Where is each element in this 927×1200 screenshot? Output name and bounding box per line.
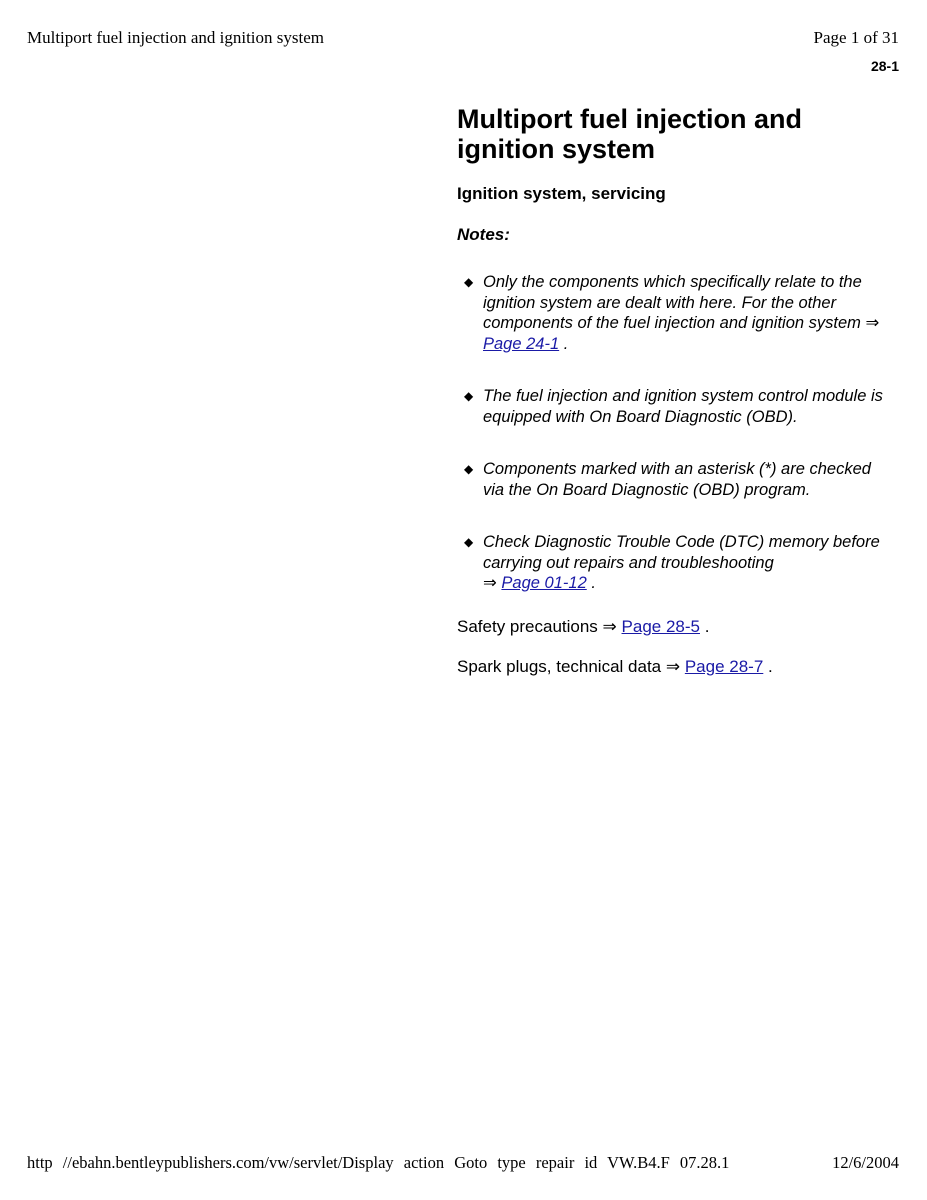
note-text: Components marked with an asterisk (*) are checked via the On Board Diagnostic (OBD) program. <box>483 460 871 499</box>
list-item <box>457 459 887 500</box>
safety-text: Safety precautions <box>457 616 598 636</box>
diamond-bullet-icon: ◆ <box>464 275 474 289</box>
spark-end: . <box>768 656 773 676</box>
section-code: 28-1 <box>870 58 899 74</box>
notes-label: Notes: <box>457 225 510 244</box>
note-text: The fuel injection and ignition system control module is equipped with On Board Diagnostic (OBD). <box>483 387 883 426</box>
safety-end: . <box>704 616 710 636</box>
list-item <box>457 386 887 427</box>
safety-precautions-line <box>457 616 887 638</box>
link-page-28-5[interactable]: Page 28-5 <box>621 616 700 636</box>
section-subtitle: Ignition system, servicing <box>457 184 666 203</box>
right-double-arrow-icon: ⇒ <box>865 314 880 332</box>
footer-date: 12/6/2004 <box>832 1153 899 1172</box>
notes-list <box>457 272 887 594</box>
header-page-number: Page 1 of 31 <box>813 28 899 47</box>
right-double-arrow-icon: ⇒ <box>483 574 497 592</box>
list-item <box>457 272 887 354</box>
link-page-24-1[interactable]: Page 24-1 <box>483 334 560 353</box>
note-text: Only the components which specifically relate to the ignition system are dealt with here. For the other components of the fuel injection and ignition system <box>483 273 862 332</box>
spark-plugs-line <box>457 656 887 678</box>
spark-text: Spark plugs, technical data <box>457 656 662 676</box>
footer-url: http //ebahn.bentleypublishers.com/vw/servlet/Display action Goto type repair id VW.B4.F 07.28.1 <box>27 1153 730 1172</box>
diamond-bullet-icon: ◆ <box>464 535 474 549</box>
page-title: Multiport fuel injection and ignition system <box>457 104 802 164</box>
link-page-28-7[interactable]: Page 28-7 <box>684 656 764 676</box>
header-document-title: Multiport fuel injection and ignition system <box>27 28 324 47</box>
list-item <box>457 532 887 594</box>
diamond-bullet-icon: ◆ <box>464 389 474 403</box>
right-double-arrow-icon: ⇒ <box>602 616 617 636</box>
note-end: . <box>563 334 569 353</box>
note-text: Check Diagnostic Trouble Code (DTC) memory before carrying out repairs and troubleshooting <box>483 533 880 572</box>
link-page-01-12[interactable]: Page 01-12 <box>501 574 587 592</box>
diamond-bullet-icon: ◆ <box>464 462 474 476</box>
right-double-arrow-icon: ⇒ <box>665 656 681 676</box>
note-end: . <box>591 574 596 592</box>
main-content <box>457 104 887 678</box>
page-footer <box>27 1153 899 1173</box>
